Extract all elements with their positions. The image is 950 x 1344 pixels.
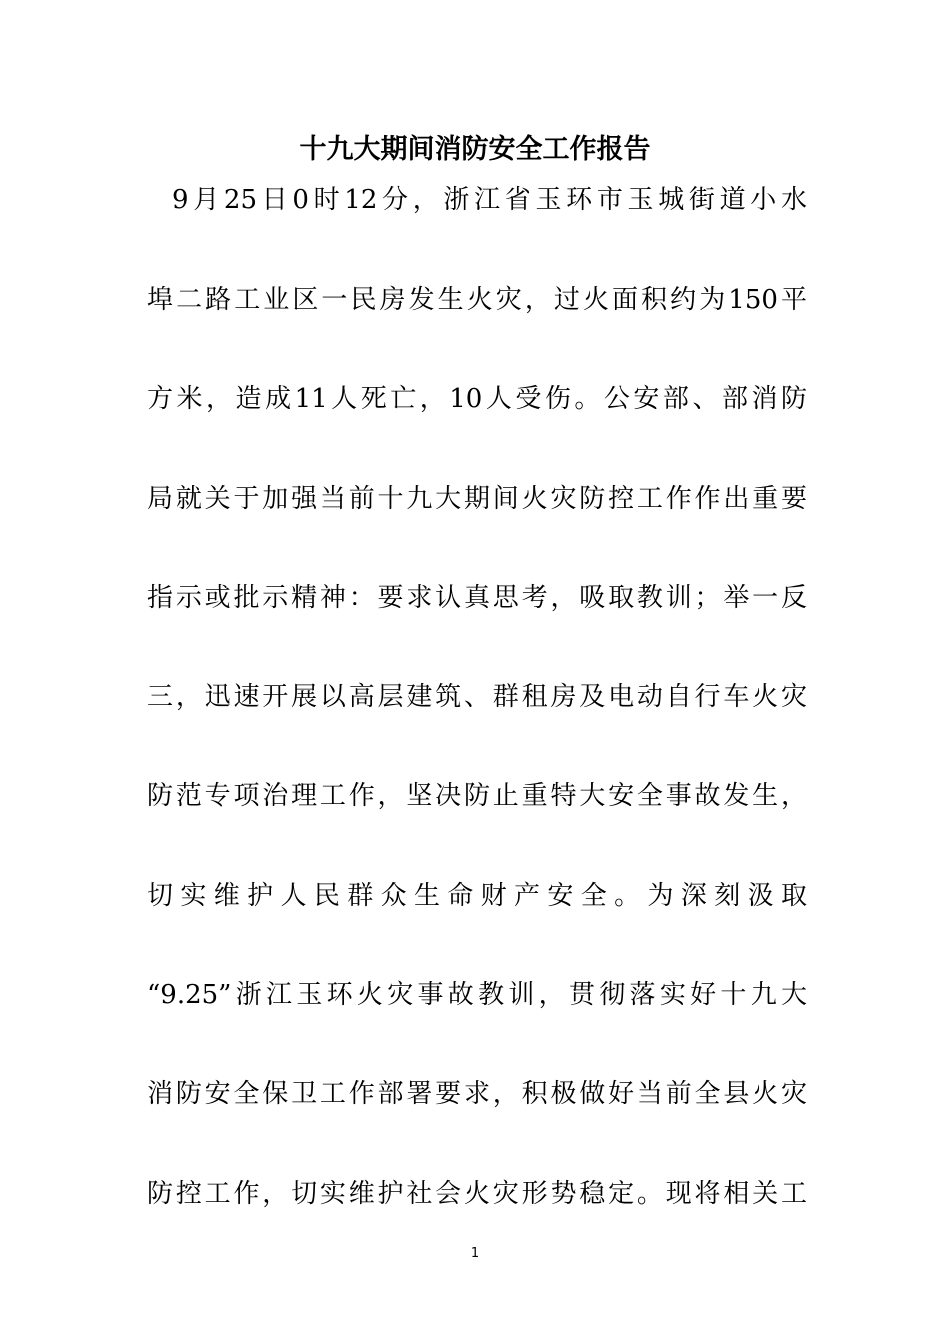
body-line-1: 9月25日0时12分，浙江省玉环市玉城街道小水 (172, 185, 807, 215)
body-line-5: 指示或批示精神：要求认真思考，吸取教训；举一反 (147, 583, 807, 613)
body-line-9: “9.25”浙江玉环火灾事故教训，贯彻落实好十九大 (147, 980, 807, 1010)
body-line-2: 埠二路工业区一民房发生火灾，过火面积约为150平 (147, 285, 807, 315)
page-number: 1 (470, 1246, 480, 1261)
body-line-4: 局就关于加强当前十九大期间火灾防控工作作出重要 (147, 484, 807, 514)
body-line-11: 防控工作，切实维护社会火灾形势稳定。现将相关工 (147, 1179, 807, 1209)
body-line-8: 切实维护人民群众生命财产安全。为深刻汲取 (147, 881, 807, 911)
body-line-7: 防范专项治理工作，坚决防止重特大安全事故发生， (147, 781, 807, 811)
document-title: 十九大期间消防安全工作报告 (299, 134, 651, 165)
body-line-6: 三，迅速开展以高层建筑、群租房及电动自行车火灾 (147, 682, 807, 712)
body-line-3: 方米，造成11人死亡，10人受伤。公安部、部消防 (147, 384, 807, 414)
body-line-10: 消防安全保卫工作部署要求，积极做好当前全县火灾 (147, 1079, 807, 1109)
